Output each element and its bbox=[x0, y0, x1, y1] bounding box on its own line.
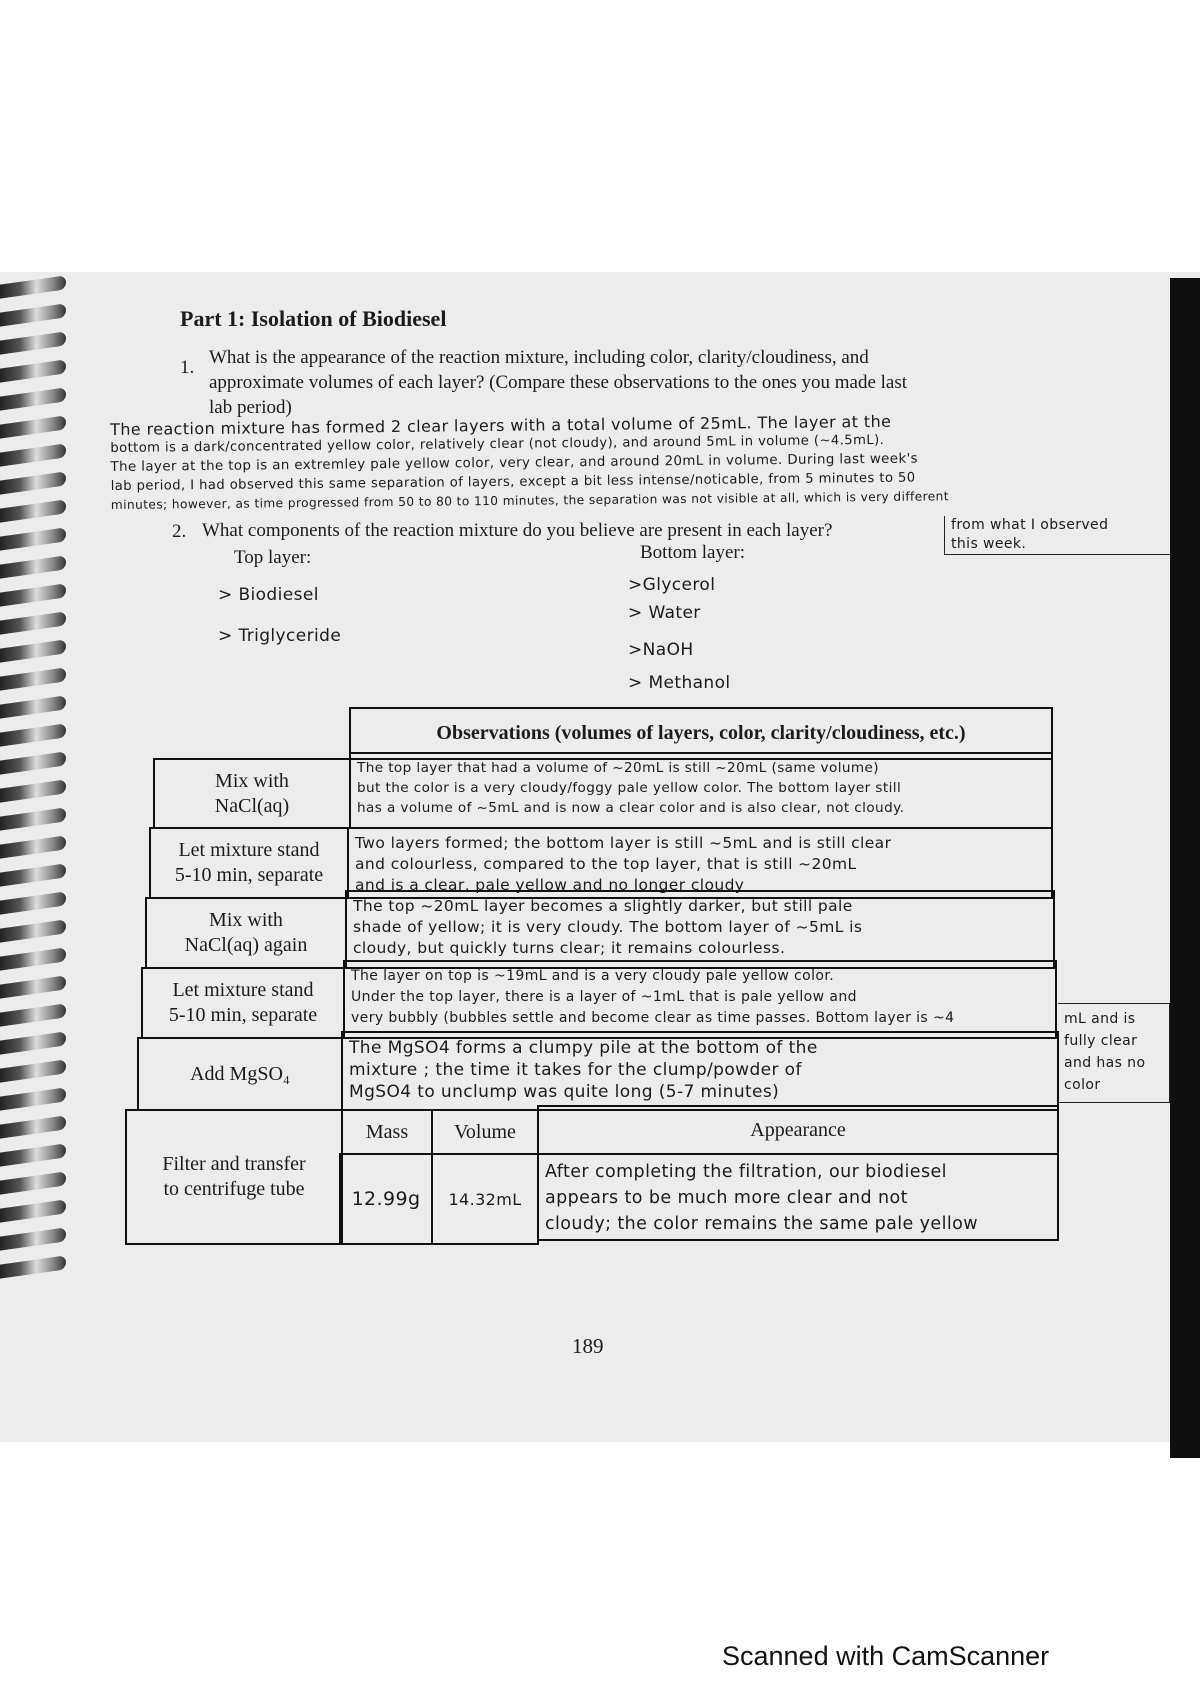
spiral-coil bbox=[0, 1199, 66, 1222]
bottom-layer-label: Bottom layer: bbox=[640, 542, 746, 563]
row-label bbox=[145, 897, 347, 969]
row-observation bbox=[347, 827, 1053, 899]
margin-note-line: mL and is bbox=[1064, 1011, 1136, 1027]
label-line: Mix with bbox=[215, 769, 289, 792]
top-layer-label: Top layer: bbox=[234, 547, 312, 568]
volume-value: 14.32mL bbox=[431, 1153, 539, 1245]
obs-line: has a volume of ~5mL and is now a clear color and is also clear, not cloudy. bbox=[357, 800, 905, 816]
spiral-coil bbox=[0, 1087, 66, 1110]
obs-line: The MgSO4 forms a clumpy pile at the bottom of the bbox=[349, 1038, 818, 1058]
q2-number: 2. bbox=[172, 521, 187, 542]
spiral-coil bbox=[0, 303, 66, 326]
label-line: 5-10 min, separate bbox=[168, 1004, 318, 1026]
answer-line: The reaction mixture has formed 2 clear layers with a total volume of 25mL. The layer at the bbox=[110, 411, 892, 439]
obs-line: The top ~20mL layer becomes a slightly darker, but still pale bbox=[353, 897, 853, 915]
q1-handwritten-answer bbox=[110, 409, 1141, 515]
spiral-coil bbox=[0, 443, 66, 466]
obs-line: The layer on top is ~19mL and is a very cloudy pale yellow color. bbox=[351, 968, 835, 984]
table-header: Observations (volumes of layers, color, clarity/cloudiness, etc.) bbox=[349, 707, 1053, 760]
row-observation bbox=[349, 752, 1053, 829]
margin-note bbox=[1058, 1003, 1170, 1103]
obs-line: MgSO4 to unclump was quite long (5-7 minutes) bbox=[349, 1082, 780, 1102]
row-label bbox=[153, 758, 351, 829]
obs-line: shade of yellow; it is very cloudy. The bottom layer of ~5mL is bbox=[353, 918, 863, 936]
spiral-coil bbox=[0, 331, 66, 354]
mass-value: 12.99g bbox=[339, 1153, 433, 1245]
spiral-coil bbox=[0, 723, 66, 746]
bottom-layer-item: >NaOH bbox=[628, 640, 694, 660]
bottom-layer-item: > Methanol bbox=[628, 673, 731, 693]
q1-line: lab period) bbox=[209, 397, 292, 418]
note-line: this week. bbox=[951, 536, 1027, 552]
answer-line: The layer at the top is an extremley pale yellow color, very clear, and around 20mL in volume. During last week's bbox=[110, 451, 919, 475]
row-label bbox=[141, 967, 345, 1039]
obs-line: but the color is a very cloudy/foggy pale yellow color. The bottom layer still bbox=[357, 780, 902, 796]
spiral-coil bbox=[0, 975, 66, 998]
spiral-coil bbox=[0, 1227, 66, 1250]
mass-header: Mass bbox=[341, 1109, 433, 1155]
label-line: Add MgSO₄ bbox=[190, 1062, 290, 1085]
label-line: NaCl(aq) again bbox=[184, 934, 308, 956]
row-label bbox=[137, 1037, 343, 1111]
spiral-coil bbox=[0, 611, 66, 634]
spiral-coil bbox=[0, 1143, 66, 1166]
spiral-coil bbox=[0, 527, 66, 550]
answer-line: bottom is a dark/concentrated yellow color, relatively clear (not cloudy), and around 5mL in volume (~4.5mL). bbox=[110, 432, 885, 456]
spiral-coil bbox=[0, 555, 66, 578]
answer-line: lab period, I had observed this same separation of layers, except a bit less intense/noticable, from 5 minutes to 50 bbox=[110, 470, 916, 494]
spiral-coil bbox=[0, 1171, 66, 1194]
spiral-coil bbox=[0, 891, 66, 914]
spiral-coil bbox=[0, 667, 66, 690]
q1-number: 1. bbox=[180, 357, 195, 378]
camscanner-watermark: Scanned with CamScanner bbox=[722, 1641, 1050, 1671]
appearance-value bbox=[537, 1153, 1059, 1241]
spiral-coil bbox=[0, 1003, 66, 1026]
spiral-coil bbox=[0, 863, 66, 886]
obs-line: Two layers formed; the bottom layer is still ~5mL and is still clear bbox=[355, 834, 892, 852]
label-line: Let mixture stand bbox=[172, 979, 314, 1001]
bottom-layer-item: >Glycerol bbox=[628, 575, 716, 595]
appearance-line: cloudy; the color remains the same pale yellow bbox=[545, 1214, 978, 1234]
margin-note-line: and has no bbox=[1064, 1055, 1146, 1071]
label-line: 5-10 min, separate bbox=[174, 864, 324, 886]
part-title: Part 1: Isolation of Biodiesel bbox=[180, 306, 447, 331]
obs-line: cloudy, but quickly turns clear; it remains colourless. bbox=[353, 939, 786, 957]
spiral-coil bbox=[0, 499, 66, 522]
spiral-coil bbox=[0, 583, 66, 606]
spiral-coil bbox=[0, 1031, 66, 1054]
note-line: from what I observed bbox=[951, 517, 1109, 533]
bottom-layer-item: > Water bbox=[628, 603, 701, 623]
spiral-coil bbox=[0, 779, 66, 802]
spiral-coil bbox=[0, 415, 66, 438]
spiral-coil bbox=[0, 835, 66, 858]
obs-line: The top layer that had a volume of ~20mL is still ~20mL (same volume) bbox=[357, 760, 879, 776]
spiral-coil bbox=[0, 807, 66, 830]
row-label bbox=[125, 1109, 343, 1245]
obs-line: and is a clear, pale yellow and no longer cloudy bbox=[355, 876, 745, 894]
spiral-coil bbox=[0, 751, 66, 774]
page-edge-shadow bbox=[1170, 278, 1200, 1458]
label-line: to centrifuge tube bbox=[163, 1178, 305, 1200]
answer-line: minutes; however, as time progressed from 50 to 80 to 110 minutes, the separation was not visible at all, which is very different bbox=[110, 489, 950, 512]
spiral-coil bbox=[0, 1255, 66, 1278]
volume-header: Volume bbox=[431, 1109, 539, 1155]
row-observation bbox=[343, 960, 1057, 1039]
spiral-coil bbox=[0, 387, 66, 410]
q2-boxed-note bbox=[944, 516, 1171, 555]
obs-line: Under the top layer, there is a layer of ~1mL that is pale yellow and bbox=[351, 989, 857, 1005]
spiral-coil bbox=[0, 471, 66, 494]
spiral-coil bbox=[0, 1115, 66, 1138]
row-observation bbox=[345, 890, 1055, 969]
label-line: NaCl(aq) bbox=[214, 794, 290, 817]
spiral-coil bbox=[0, 695, 66, 718]
row-label bbox=[149, 827, 349, 899]
q1-line: approximate volumes of each layer? (Compare these observations to the ones you made last bbox=[209, 372, 908, 393]
appearance-line: appears to be much more clear and not bbox=[545, 1188, 908, 1208]
row-observation bbox=[341, 1031, 1059, 1111]
spiral-coil bbox=[0, 919, 66, 942]
spiral-coil bbox=[0, 1059, 66, 1082]
page-number: 189 bbox=[572, 1334, 604, 1358]
label-line: Let mixture stand bbox=[178, 839, 320, 861]
q2-text: What components of the reaction mixture do you believe are present in each layer? bbox=[202, 520, 833, 541]
top-layer-item: > Biodiesel bbox=[218, 585, 319, 605]
spiral-coil bbox=[0, 359, 66, 382]
margin-note-line: fully clear bbox=[1064, 1033, 1138, 1049]
obs-line: mixture ; the time it takes for the clump/powder of bbox=[349, 1060, 802, 1080]
label-line: Filter and transfer bbox=[162, 1153, 306, 1175]
label-line: Mix with bbox=[209, 909, 283, 931]
top-layer-item: > Triglyceride bbox=[218, 626, 342, 646]
spiral-coil bbox=[0, 947, 66, 970]
obs-line: and colourless, compared to the top layer, that is still ~20mL bbox=[355, 855, 857, 873]
spiral-binding bbox=[0, 280, 72, 1290]
spiral-coil bbox=[0, 639, 66, 662]
appearance-line: After completing the filtration, our biodiesel bbox=[545, 1162, 947, 1182]
q1-text bbox=[209, 345, 907, 420]
appearance-header: Appearance bbox=[537, 1105, 1059, 1155]
obs-line: very bubbly (bubbles settle and become clear as time passes. Bottom layer is ~4 bbox=[351, 1010, 955, 1026]
margin-note-line: color bbox=[1064, 1077, 1101, 1093]
q1-line: What is the appearance of the reaction mixture, including color, clarity/cloudiness, and bbox=[209, 347, 869, 368]
